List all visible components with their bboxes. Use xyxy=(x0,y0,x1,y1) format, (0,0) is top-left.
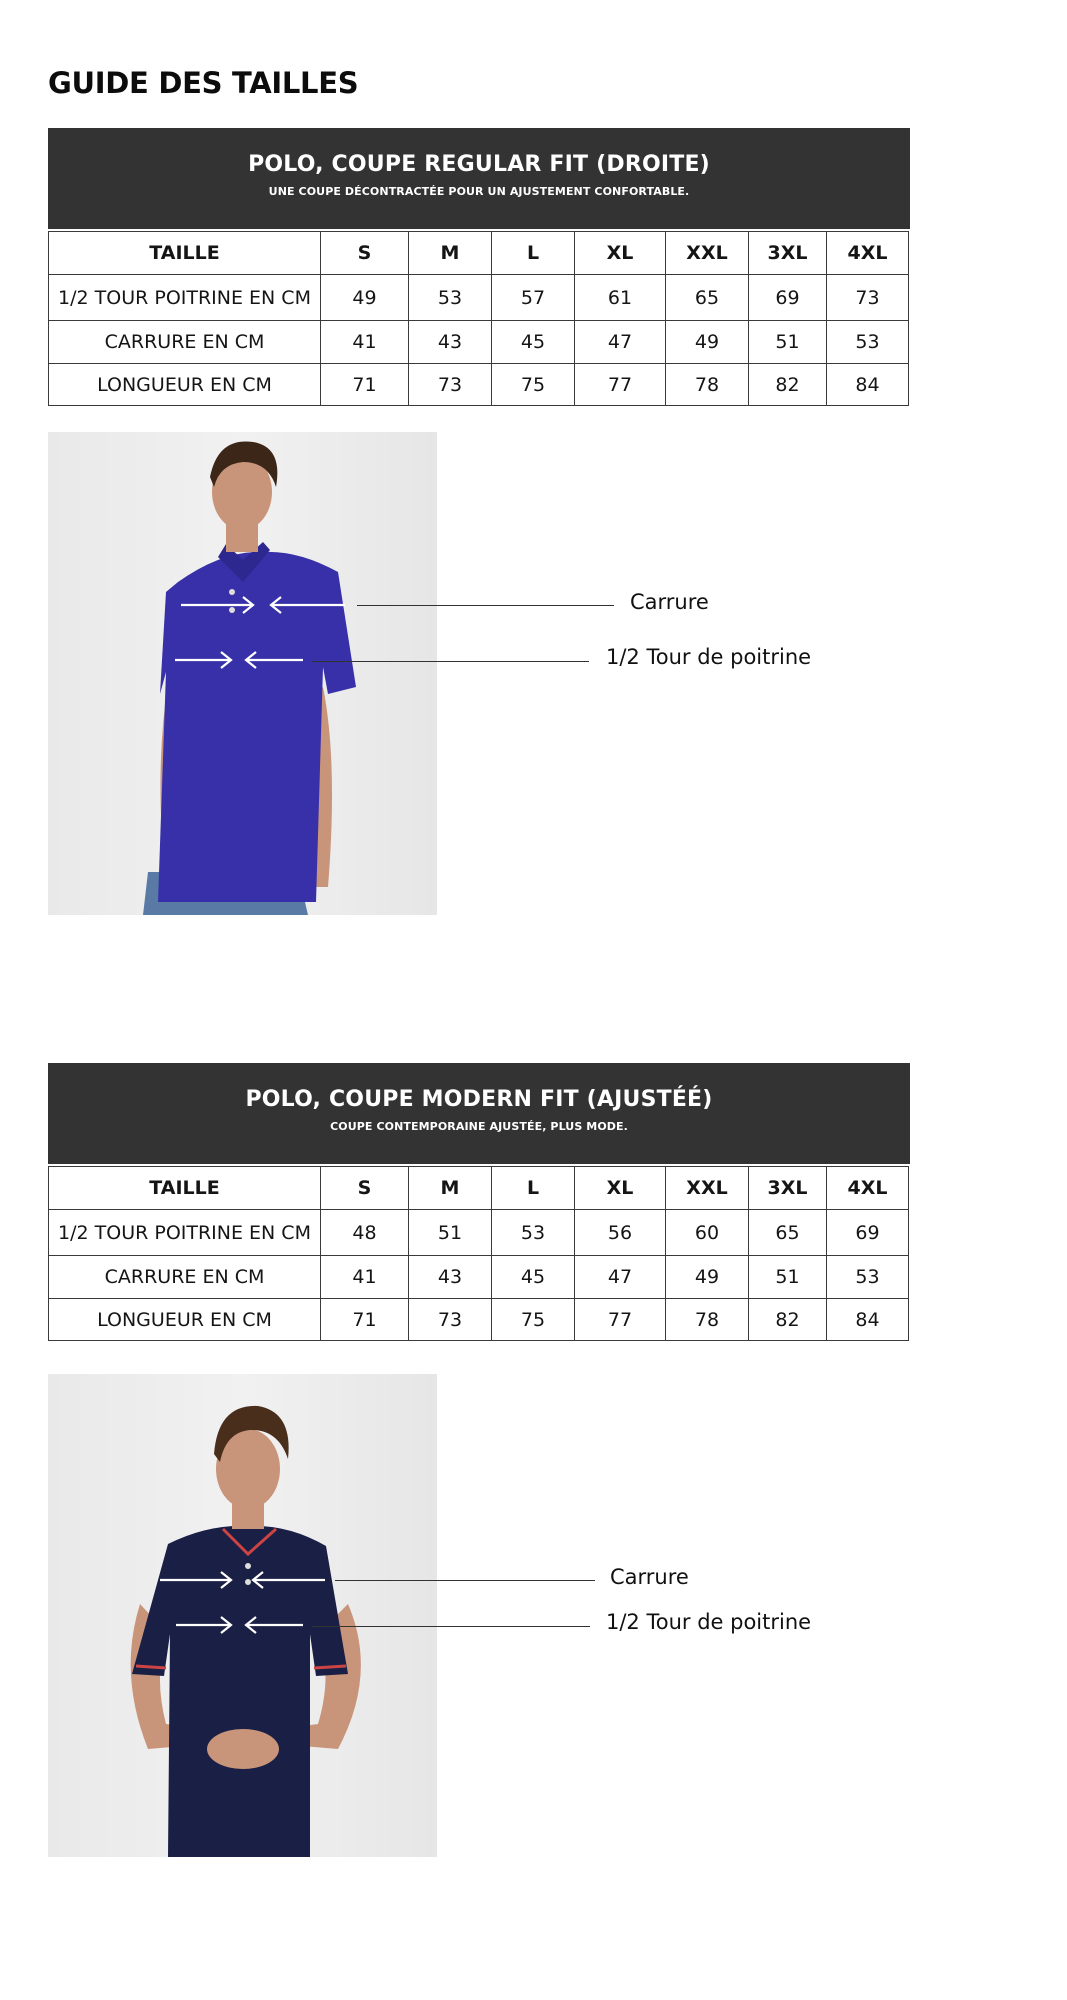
table-cell: 51 xyxy=(749,321,827,364)
table-cell: 65 xyxy=(666,275,749,321)
table-cell: 43 xyxy=(409,1256,492,1299)
row-label: CARRURE EN CM xyxy=(49,321,321,364)
regular-fit-banner xyxy=(48,128,910,229)
table-cell: 47 xyxy=(575,321,666,364)
modern-fit-section xyxy=(48,1063,910,1341)
regular-size-table xyxy=(48,231,909,406)
chest-callout-line xyxy=(312,1626,590,1627)
table-cell: 60 xyxy=(666,1210,749,1256)
table-cell: 49 xyxy=(321,275,409,321)
column-header: XXL xyxy=(666,232,749,275)
page-title: GUIDE DES TAILLES xyxy=(48,66,359,100)
table-row xyxy=(49,321,909,364)
table-cell: 51 xyxy=(749,1256,827,1299)
table-cell: 48 xyxy=(321,1210,409,1256)
table-cell: 82 xyxy=(749,364,827,406)
modern-fit-model-photo xyxy=(48,1374,437,1857)
shoulders-callout-line xyxy=(335,1580,595,1581)
table-cell: 71 xyxy=(321,1299,409,1341)
column-header: 3XL xyxy=(749,232,827,275)
table-cell: 73 xyxy=(827,275,909,321)
table-header-row xyxy=(49,1167,909,1210)
table-row xyxy=(49,1256,909,1299)
table-cell: 43 xyxy=(409,321,492,364)
column-header: TAILLE xyxy=(49,232,321,275)
row-label: LONGUEUR EN CM xyxy=(49,1299,321,1341)
table-cell: 53 xyxy=(492,1210,575,1256)
regular-fit-section xyxy=(48,128,910,406)
table-cell: 82 xyxy=(749,1299,827,1341)
modern-size-table xyxy=(48,1166,909,1341)
table-cell: 65 xyxy=(749,1210,827,1256)
table-cell: 84 xyxy=(827,364,909,406)
table-cell: 45 xyxy=(492,1256,575,1299)
chest-callout-label: 1/2 Tour de poitrine xyxy=(606,645,812,669)
table-cell: 49 xyxy=(666,1256,749,1299)
chest-callout-label: 1/2 Tour de poitrine xyxy=(606,1610,812,1634)
table-cell: 84 xyxy=(827,1299,909,1341)
table-cell: 47 xyxy=(575,1256,666,1299)
table-cell: 75 xyxy=(492,1299,575,1341)
modern-fit-title: POLO, COUPE MODERN FIT (AJUSTÉÉ) xyxy=(245,1087,713,1112)
column-header: XL xyxy=(575,232,666,275)
table-cell: 41 xyxy=(321,321,409,364)
table-row xyxy=(49,275,909,321)
table-cell: 73 xyxy=(409,364,492,406)
row-label: LONGUEUR EN CM xyxy=(49,364,321,406)
table-cell: 53 xyxy=(827,321,909,364)
table-cell: 78 xyxy=(666,1299,749,1341)
chest-callout-line xyxy=(312,661,589,662)
table-cell: 56 xyxy=(575,1210,666,1256)
column-header: 4XL xyxy=(827,232,909,275)
column-header: S xyxy=(321,1167,409,1210)
modern-fit-banner xyxy=(48,1063,910,1164)
column-header: 4XL xyxy=(827,1167,909,1210)
column-header: M xyxy=(409,232,492,275)
table-row xyxy=(49,1210,909,1256)
row-label: CARRURE EN CM xyxy=(49,1256,321,1299)
regular-fit-title: POLO, COUPE REGULAR FIT (DROITE) xyxy=(248,152,710,177)
table-row xyxy=(49,364,909,406)
table-cell: 77 xyxy=(575,364,666,406)
regular-fit-model-photo xyxy=(48,432,437,915)
column-header: S xyxy=(321,232,409,275)
column-header: M xyxy=(409,1167,492,1210)
table-cell: 71 xyxy=(321,364,409,406)
row-label: 1/2 TOUR POITRINE EN CM xyxy=(49,275,321,321)
table-cell: 73 xyxy=(409,1299,492,1341)
column-header: L xyxy=(492,1167,575,1210)
table-cell: 41 xyxy=(321,1256,409,1299)
table-cell: 53 xyxy=(827,1256,909,1299)
table-cell: 61 xyxy=(575,275,666,321)
table-cell: 78 xyxy=(666,364,749,406)
table-cell: 57 xyxy=(492,275,575,321)
model-illustration xyxy=(48,1374,437,1857)
model-illustration xyxy=(48,432,437,915)
table-row xyxy=(49,1299,909,1341)
shoulders-callout-line xyxy=(357,605,614,606)
table-cell: 53 xyxy=(409,275,492,321)
column-header: 3XL xyxy=(749,1167,827,1210)
column-header: L xyxy=(492,232,575,275)
shoulders-callout-label: Carrure xyxy=(630,590,709,614)
column-header: TAILLE xyxy=(49,1167,321,1210)
table-cell: 69 xyxy=(827,1210,909,1256)
table-cell: 77 xyxy=(575,1299,666,1341)
row-label: 1/2 TOUR POITRINE EN CM xyxy=(49,1210,321,1256)
modern-fit-subtitle: COUPE CONTEMPORAINE AJUSTÉE, PLUS MODE. xyxy=(330,1120,628,1133)
table-header-row xyxy=(49,232,909,275)
column-header: XL xyxy=(575,1167,666,1210)
table-cell: 51 xyxy=(409,1210,492,1256)
table-cell: 49 xyxy=(666,321,749,364)
regular-fit-subtitle: UNE COUPE DÉCONTRACTÉE POUR UN AJUSTEMENT CONFORTABLE. xyxy=(268,185,690,198)
shirt-shape xyxy=(132,1526,348,1857)
table-cell: 75 xyxy=(492,364,575,406)
table-cell: 45 xyxy=(492,321,575,364)
shoulders-callout-label: Carrure xyxy=(610,1565,689,1589)
table-cell: 69 xyxy=(749,275,827,321)
column-header: XXL xyxy=(666,1167,749,1210)
